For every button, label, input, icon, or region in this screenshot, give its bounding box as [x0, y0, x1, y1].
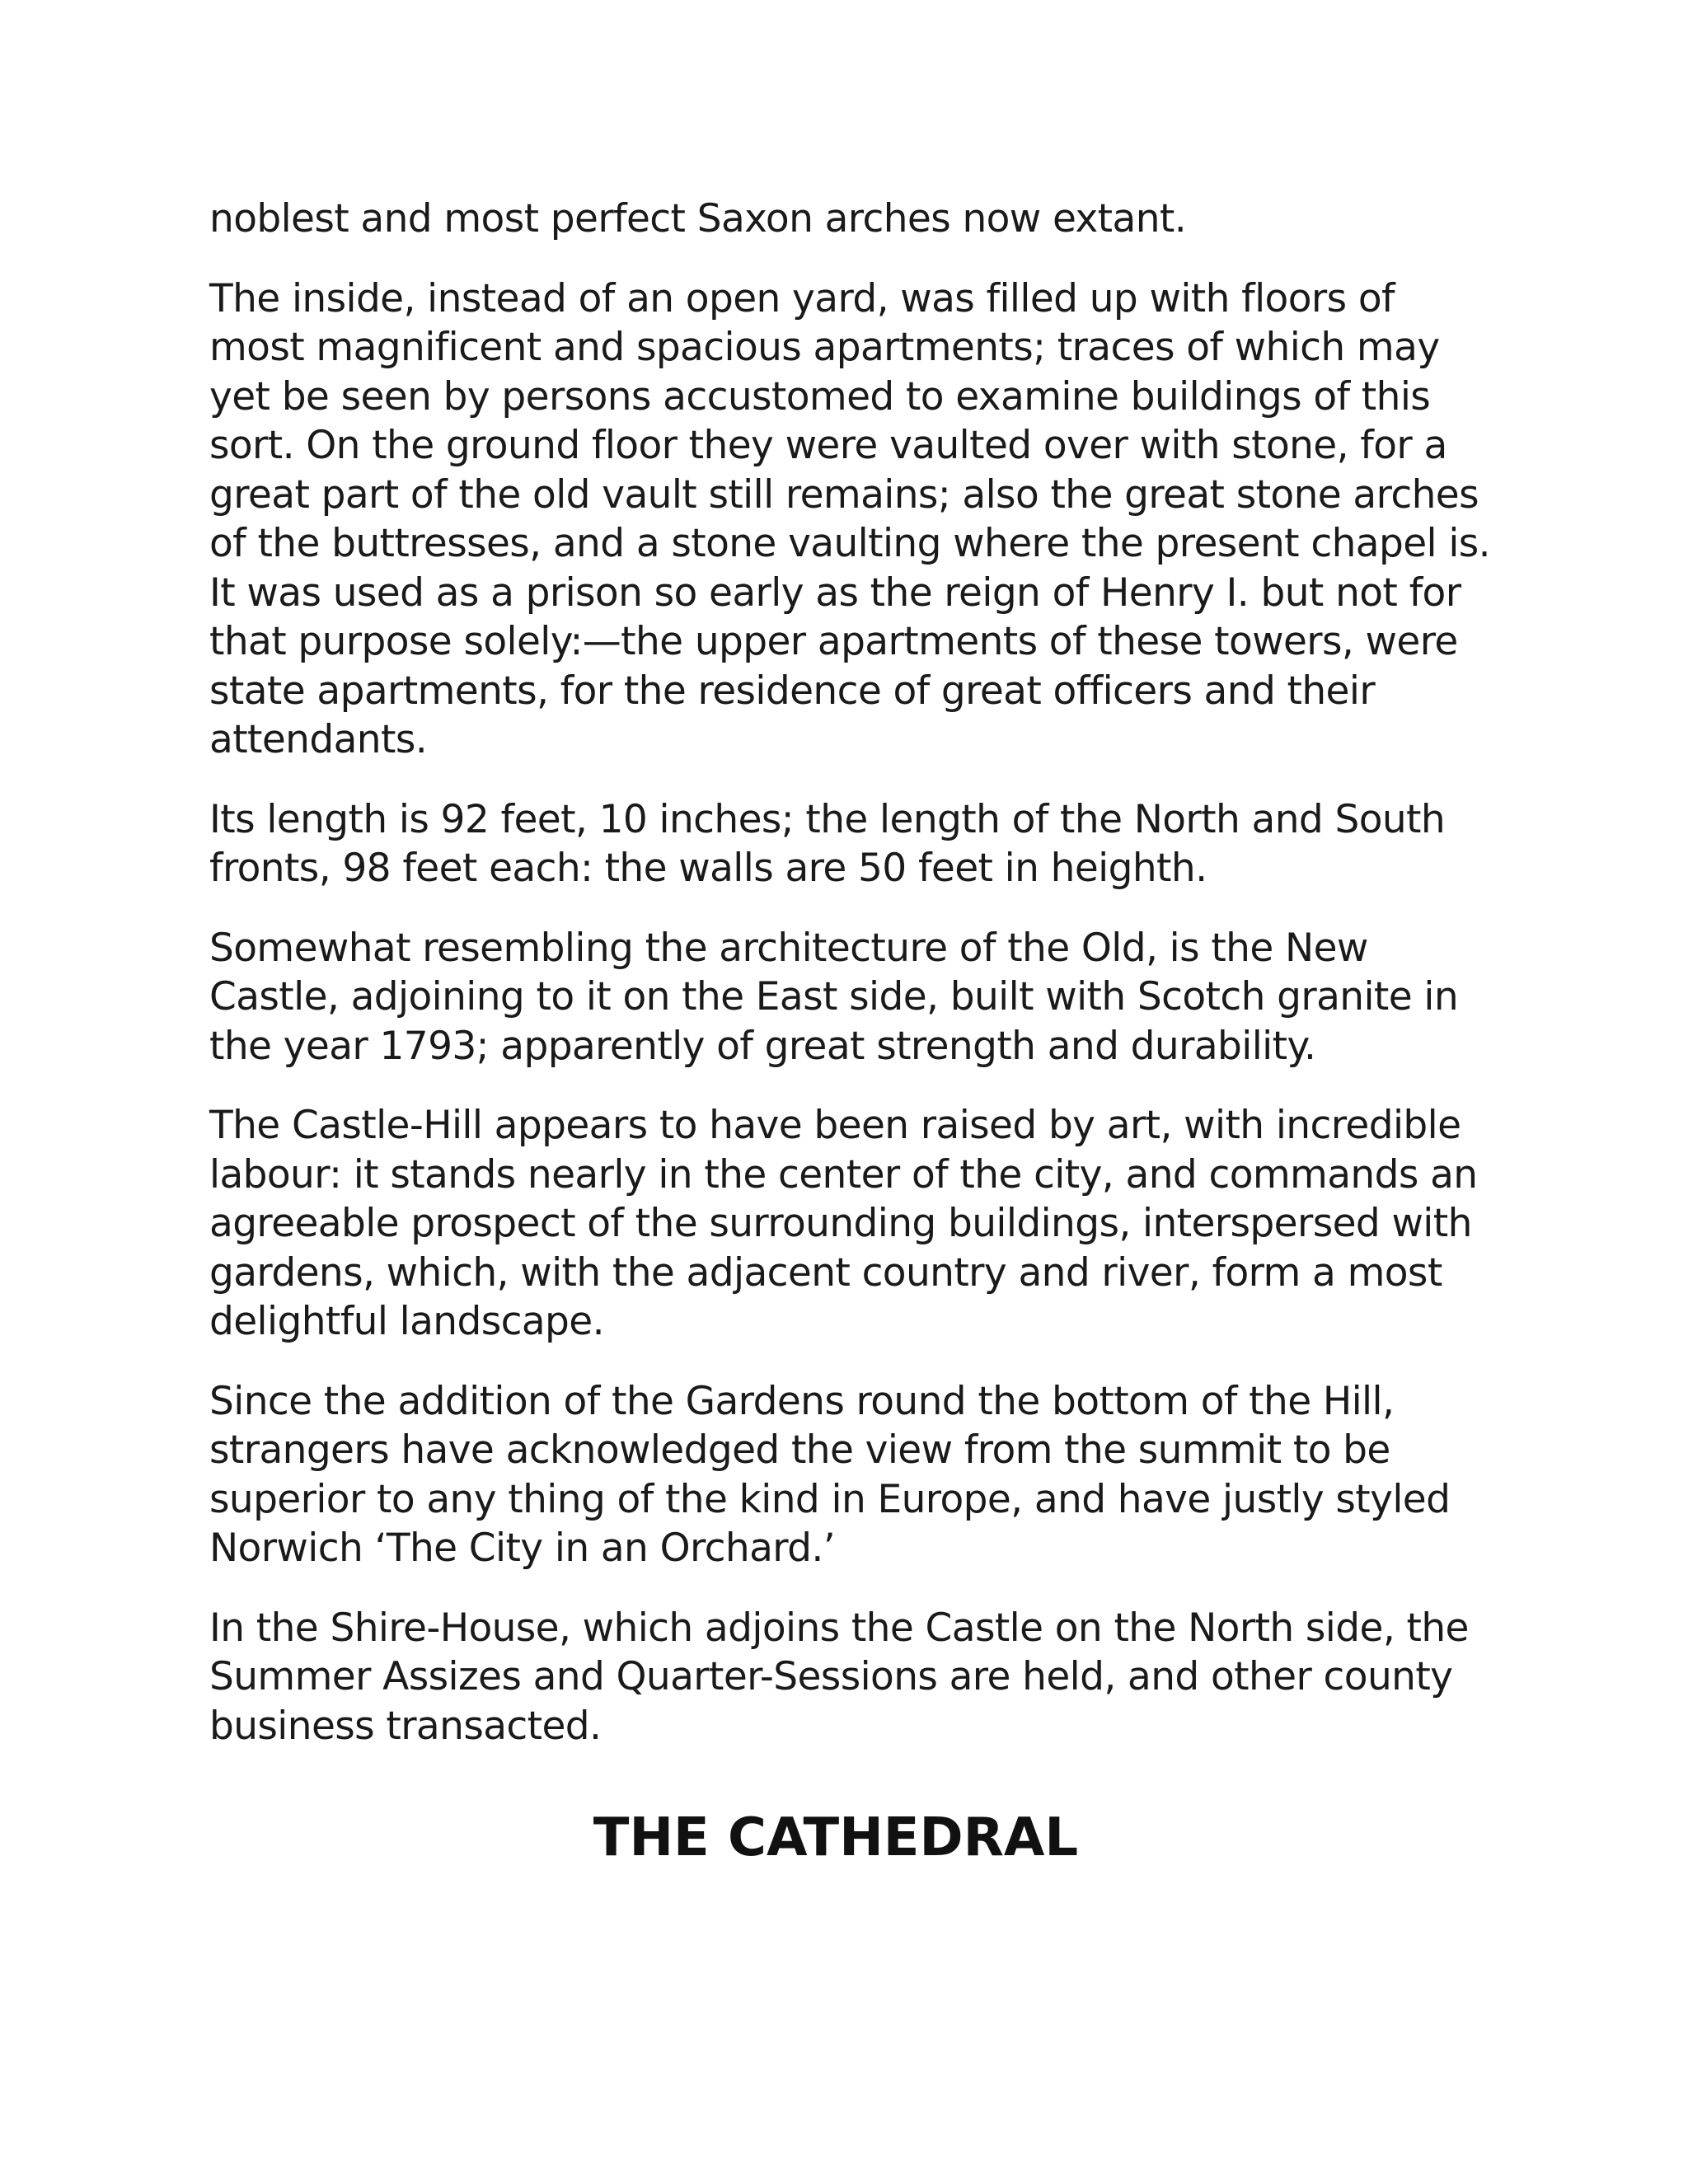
paragraph-new-castle: Somewhat resembling the architecture of the Old, is the New Castle, adjoining to it on the East side, built with Scotch granite in the year 1793; apparently of great strength and durability. [209, 925, 1459, 1069]
paragraph-shire-house: In the Shire-House, which adjoins the Castle on the North side, the Summer Assizes and Quarter-Sessions are held, and other county business transacted. [209, 1605, 1469, 1749]
paragraph-dimensions: Its length is 92 feet, 10 inches; the length of the North and South fronts, 98 feet each: the walls are 50 feet in heighth. [209, 796, 1446, 891]
paragraph-saxon-arches: noblest and most perfect Saxon arches now extant. [209, 196, 1187, 241]
paragraph-gardens: Since the addition of the Gardens round the bottom of the Hill, strangers have acknowledged the view from the summit to be superior to any thing of the kind in Europe, and have justly styled Norwich ‘The City in an Orchard.’ [209, 1378, 1451, 1571]
paragraph-castle-hill: The Castle-Hill appears to have been raised by art, with incredible labour: it stands nearly in the center of the city, and commands an agreeable prospect of the surrounding buildings, interspersed with gardens, which, with the adjacent country and river, form a most delightful landscape. [209, 1103, 1478, 1344]
section-heading: THE CATHEDRAL [593, 1807, 1079, 1868]
document-page [209, 194, 1495, 1871]
paragraph-inside-apartments: The inside, instead of an open yard, was filled up with floors of most magnificent and spacious apartments; traces of which may yet be seen by persons accustomed to examine buildings of this sort. On the ground floor they were vaulted over with stone, for a great part of the old vault still remains; also the great stone arches of the buttresses, and a stone vaulting where the present chapel is. It was used as a prison so early as the reign of Henry I. but not for that purpose solely:—the upper apartments of these towers, were state apartments, for the residence of great officers and their attendants. [209, 275, 1491, 762]
